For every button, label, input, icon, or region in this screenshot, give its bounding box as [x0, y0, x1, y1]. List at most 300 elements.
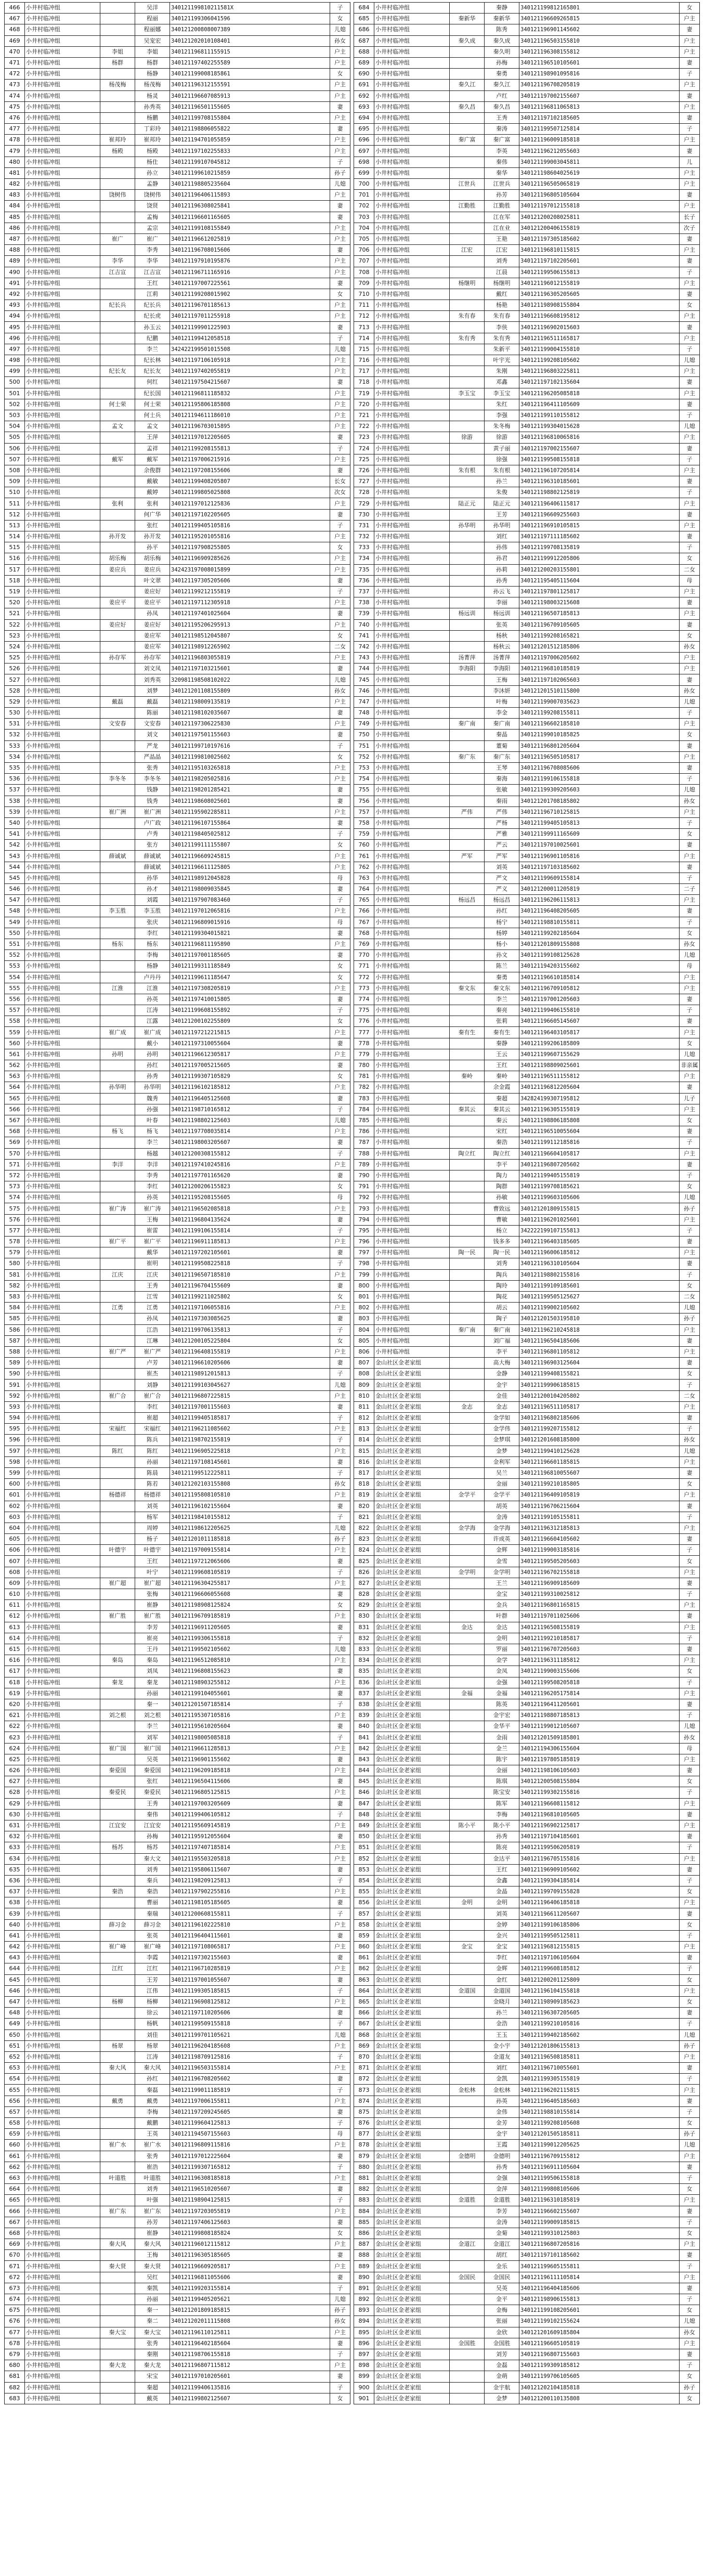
member-name-cell: 孟梅 — [135, 212, 170, 223]
id-number-cell: 340121196609205817 — [170, 2261, 330, 2272]
village-group-cell: 小井村临冲组 — [374, 366, 450, 377]
household-head-cell — [450, 2040, 485, 2051]
row-index-cell: 607 — [5, 1556, 25, 1567]
table-row — [354, 410, 700, 421]
id-number-cell: 340121197103215601 — [170, 663, 330, 674]
household-head-cell — [100, 2228, 135, 2239]
relation-cell: 孙子 — [680, 1313, 700, 1324]
relation-cell: 户主 — [330, 1424, 350, 1435]
table-row — [5, 1831, 350, 1842]
table-row — [354, 1269, 700, 1280]
id-number-cell: 340121198512045807 — [170, 630, 330, 641]
member-name-cell: 孟文 — [135, 421, 170, 432]
relation-cell: 子 — [680, 1677, 700, 1688]
member-name-cell: 张利 — [135, 498, 170, 509]
household-head-cell — [100, 333, 135, 344]
id-number-cell: 340121198912015813 — [170, 1369, 330, 1380]
household-head-cell — [450, 1556, 485, 1567]
village-group-cell: 小井村临冲组 — [25, 1633, 100, 1644]
village-group-cell: 小井村临冲组 — [25, 895, 100, 906]
village-group-cell: 小井村临冲组 — [25, 806, 100, 817]
member-name-cell: 秦超 — [485, 1093, 519, 1104]
household-head-cell — [100, 1137, 135, 1148]
row-index-cell: 868 — [354, 2029, 374, 2040]
relation-cell: 户主 — [330, 498, 350, 509]
member-name-cell: 金佳 — [485, 1390, 519, 1401]
relation-cell: 女 — [680, 1996, 700, 2007]
household-head-cell — [100, 961, 135, 972]
village-group-cell: 小井村临冲组 — [25, 1358, 100, 1369]
member-name-cell: 纪长兵 — [135, 300, 170, 311]
village-group-cell: 小井村临冲组 — [374, 333, 450, 344]
member-name-cell: 叶文翠 — [135, 575, 170, 586]
id-number-cell: 340121199508225818 — [170, 1258, 330, 1269]
member-name-cell: 何广华 — [135, 509, 170, 520]
member-name-cell: 崔广洲 — [135, 806, 170, 817]
household-head-cell — [100, 2338, 135, 2349]
id-number-cell: 340121198802125819 — [519, 487, 680, 498]
relation-cell: 女 — [680, 2118, 700, 2129]
id-number-cell: 340121200201125809 — [519, 1974, 680, 1985]
household-head-cell: 杨殿 — [100, 146, 135, 157]
member-name-cell: 李丽 — [485, 597, 519, 608]
table-row — [354, 520, 700, 531]
relation-cell: 妻 — [330, 1930, 350, 1941]
village-group-cell: 小井村临冲组 — [25, 454, 100, 465]
member-name-cell: 王红 — [485, 1864, 519, 1875]
member-name-cell: 江红 — [135, 1963, 170, 1974]
village-group-cell: 小井村临冲组 — [374, 57, 450, 68]
id-number-cell: 340121196107205814 — [519, 465, 680, 476]
village-group-cell: 小井村临冲组 — [25, 2074, 100, 2085]
row-index-cell: 856 — [354, 1897, 374, 1908]
id-number-cell: 340121196609265815 — [519, 14, 680, 24]
member-name-cell: 罗丽 — [485, 1644, 519, 1655]
member-name-cell: 江浩 — [135, 1324, 170, 1335]
id-number-cell: 340121198410155812 — [170, 1512, 330, 1523]
table-row — [354, 233, 700, 244]
id-number-cell: 340121201011185818 — [170, 1534, 330, 1545]
member-name-cell: 金伟 — [485, 2106, 519, 2117]
id-number-cell: 340121196304255817 — [170, 1578, 330, 1589]
row-index-cell: 749 — [354, 719, 374, 730]
village-group-cell: 小井村临冲组 — [374, 1060, 450, 1071]
member-name-cell: 陈宝安 — [485, 1787, 519, 1798]
id-number-cell: 340121199304015821 — [170, 928, 330, 939]
row-index-cell: 858 — [354, 1919, 374, 1930]
id-number-cell: 340121201809155815 — [519, 1203, 680, 1214]
relation-cell: 子 — [330, 2019, 350, 2029]
household-head-cell — [100, 1864, 135, 1875]
row-index-cell: 557 — [5, 1005, 25, 1016]
relation-cell: 户主 — [330, 1743, 350, 1754]
household-head-cell: 崔广超 — [100, 1578, 135, 1589]
table-row — [5, 829, 350, 840]
relation-cell: 女 — [330, 2228, 350, 2239]
member-name-cell: 朱冬梅 — [485, 421, 519, 432]
member-name-cell: 纪长林 — [135, 355, 170, 366]
id-number-cell: 340121199805025808 — [170, 487, 330, 498]
table-row — [354, 1974, 700, 1985]
table-row — [5, 685, 350, 696]
id-number-cell: 340121200206155823 — [170, 1181, 330, 1192]
member-name-cell: 金福 — [485, 1688, 519, 1699]
row-index-cell: 526 — [5, 663, 25, 674]
household-head-cell — [100, 2305, 135, 2316]
household-head-cell: 江勇 — [100, 1303, 135, 1313]
village-group-cell: 小井村临冲组 — [25, 498, 100, 509]
household-head-cell — [100, 1324, 135, 1335]
relation-cell: 母 — [680, 575, 700, 586]
table-row — [5, 1589, 350, 1600]
household-head-cell: 秦岭 — [450, 1071, 485, 1082]
village-group-cell: 小井村临冲组 — [25, 3, 100, 14]
village-group-cell: 小井村临冲组 — [374, 719, 450, 730]
member-name-cell: 戴磊 — [135, 696, 170, 707]
table-row — [5, 1137, 350, 1148]
village-group-cell: 小井村临冲组 — [25, 1985, 100, 1996]
relation-cell: 户主 — [680, 80, 700, 90]
table-row — [354, 2382, 700, 2393]
table-row — [354, 2393, 700, 2404]
id-number-cell: 340121197907083460 — [170, 895, 330, 906]
id-number-cell: 340121197410245816 — [170, 1159, 330, 1170]
id-number-cell: 340121198809025601 — [519, 1060, 680, 1071]
village-group-cell: 小井村临冲组 — [25, 1115, 100, 1126]
row-index-cell: 719 — [354, 388, 374, 399]
household-head-cell — [100, 14, 135, 24]
household-head-cell: 秦有生 — [450, 1027, 485, 1038]
member-name-cell: 孙英 — [135, 1192, 170, 1203]
table-row — [5, 300, 350, 311]
member-name-cell: 孙平 — [135, 542, 170, 553]
relation-cell: 妻 — [680, 1534, 700, 1545]
relation-cell: 妻 — [330, 1093, 350, 1104]
relation-cell: 子 — [680, 2360, 700, 2371]
household-head-cell: 秦大龙 — [100, 2360, 135, 2371]
id-number-cell: 340121197104185601 — [519, 1831, 680, 1842]
member-name-cell: 金学 — [485, 1655, 519, 1666]
relation-cell: 户主 — [680, 388, 700, 399]
table-row — [5, 2118, 350, 2129]
id-number-cell: 340121198209125813 — [170, 1875, 330, 1886]
village-group-cell: 小井村临冲组 — [25, 2106, 100, 2117]
relation-cell: 子 — [680, 267, 700, 278]
id-number-cell: 340121196404115601 — [170, 1930, 330, 1941]
household-head-cell — [100, 245, 135, 256]
household-head-cell: 秦岛 — [100, 1655, 135, 1666]
row-index-cell: 833 — [354, 1644, 374, 1655]
member-name-cell: 李华 — [135, 256, 170, 267]
household-head-cell — [450, 1467, 485, 1478]
id-number-cell: 340121199609155814 — [519, 873, 680, 883]
id-number-cell: 340121199506205819 — [519, 1842, 680, 1853]
village-group-cell: 小井村临冲组 — [374, 80, 450, 90]
village-group-cell: 金山社区金老家组 — [374, 1887, 450, 1897]
village-group-cell: 小井村临冲组 — [374, 388, 450, 399]
member-name-cell: 孙明 — [135, 1049, 170, 1060]
relation-cell: 户主 — [330, 1269, 350, 1280]
row-index-cell: 706 — [354, 245, 374, 256]
table-row — [354, 2228, 700, 2239]
member-name-cell: 叶德宇 — [135, 1545, 170, 1556]
relation-cell: 妻 — [680, 509, 700, 520]
village-group-cell: 金山社区金老家组 — [374, 1721, 450, 1732]
member-name-cell: 陈丽 — [135, 708, 170, 719]
household-head-cell — [450, 1919, 485, 1930]
village-group-cell: 小井村临冲组 — [25, 476, 100, 487]
member-name-cell: 刘红 — [485, 2063, 519, 2074]
relation-cell: 二女 — [680, 1291, 700, 1302]
household-head-cell — [450, 2118, 485, 2129]
village-group-cell: 小井村临冲组 — [25, 2019, 100, 2029]
member-name-cell: 陈晨 — [135, 1467, 170, 1478]
member-name-cell: 金达平 — [485, 1853, 519, 1864]
relation-cell: 妻 — [680, 2283, 700, 2294]
table-row — [5, 906, 350, 917]
id-number-cell: 340121198802155816 — [519, 1269, 680, 1280]
table-row — [354, 355, 700, 366]
member-name-cell: 孙秀 — [485, 2162, 519, 2172]
id-number-cell: 340121198906155813 — [519, 2294, 680, 2305]
village-group-cell: 小井村临冲组 — [25, 1732, 100, 1743]
table-row — [354, 1456, 700, 1467]
table-row — [5, 2140, 350, 2151]
relation-cell: 妻 — [330, 1831, 350, 1842]
village-group-cell: 小井村临冲组 — [374, 542, 450, 553]
relation-cell: 儿媳 — [680, 1721, 700, 1732]
row-index-cell: 591 — [5, 1380, 25, 1390]
member-name-cell: 秦超 — [135, 2382, 170, 2393]
id-number-cell: 340121196211085602 — [170, 1424, 330, 1435]
village-group-cell: 小井村临冲组 — [374, 762, 450, 773]
household-head-cell — [450, 1853, 485, 1864]
member-name-cell: 李金 — [485, 708, 519, 719]
row-index-cell: 568 — [5, 1126, 25, 1137]
relation-cell: 孙子 — [680, 2129, 700, 2140]
table-row — [354, 806, 700, 817]
household-head-cell — [100, 1501, 135, 1512]
household-head-cell — [450, 696, 485, 707]
member-name-cell: 钱秀 — [135, 796, 170, 806]
household-head-cell: 崔广洲 — [100, 806, 135, 817]
member-name-cell: 杨鹏 — [135, 112, 170, 123]
row-index-cell: 647 — [5, 1996, 25, 2007]
relation-cell: 妻 — [680, 146, 700, 157]
relation-cell: 女 — [330, 542, 350, 553]
household-head-cell — [450, 443, 485, 454]
village-group-cell: 小井村临冲组 — [25, 256, 100, 267]
member-name-cell: 孙云飞 — [485, 586, 519, 597]
table-row — [354, 575, 700, 586]
village-group-cell: 金山社区金老家组 — [374, 1765, 450, 1776]
village-group-cell: 小井村临冲组 — [25, 1060, 100, 1071]
table-row — [354, 1578, 700, 1589]
row-index-cell: 848 — [354, 1809, 374, 1820]
member-name-cell: 王梅 — [135, 2250, 170, 2261]
member-name-cell: 孙秀英 — [135, 101, 170, 112]
village-group-cell: 小井村临冲组 — [25, 101, 100, 112]
member-name-cell: 刘之根 — [135, 1710, 170, 1721]
row-index-cell: 664 — [5, 2184, 25, 2195]
relation-cell: 户主 — [330, 762, 350, 773]
row-index-cell: 595 — [5, 1424, 25, 1435]
member-name-cell: 孙玉云 — [135, 322, 170, 333]
village-group-cell: 小井村临冲组 — [374, 785, 450, 796]
member-name-cell: 卢秀 — [135, 829, 170, 840]
relation-cell: 孙女 — [680, 796, 700, 806]
row-index-cell: 813 — [354, 1424, 374, 1435]
row-index-cell: 640 — [5, 1919, 25, 1930]
row-index-cell: 741 — [354, 630, 374, 641]
table-row — [5, 1919, 350, 1930]
village-group-cell: 小井村临冲组 — [374, 1126, 450, 1137]
row-index-cell: 727 — [354, 476, 374, 487]
member-name-cell: 孙芳 — [135, 2217, 170, 2228]
village-group-cell: 小井村临冲组 — [25, 1677, 100, 1688]
row-index-cell: 496 — [5, 333, 25, 344]
household-head-cell — [100, 1953, 135, 1963]
member-name-cell: 刘芳 — [485, 2349, 519, 2360]
household-head-cell — [100, 212, 135, 223]
household-head-cell — [450, 223, 485, 233]
member-name-cell: 金鑫 — [485, 1875, 519, 1886]
row-index-cell: 485 — [5, 212, 25, 223]
household-head-cell: 秦大宝 — [100, 2327, 135, 2338]
id-number-cell: 340121196110125811 — [170, 2327, 330, 2338]
household-head-cell: 崔广涛 — [100, 1203, 135, 1214]
id-number-cell: 340121199808105606 — [519, 2184, 680, 2195]
village-group-cell: 小井村临冲组 — [374, 1170, 450, 1181]
table-row — [354, 895, 700, 906]
table-row — [354, 245, 700, 256]
household-head-cell: 金道江 — [450, 2239, 485, 2250]
relation-cell: 妻 — [330, 245, 350, 256]
table-row — [5, 1435, 350, 1446]
row-index-cell: 561 — [5, 1049, 25, 1060]
row-index-cell: 634 — [5, 1853, 25, 1864]
village-group-cell: 金山社区金老家组 — [374, 2172, 450, 2183]
village-group-cell: 金山社区金老家组 — [374, 1930, 450, 1941]
household-head-cell — [450, 1600, 485, 1611]
relation-cell: 妻 — [330, 465, 350, 476]
village-group-cell: 金山社区金老家组 — [374, 1467, 450, 1478]
table-row — [5, 1930, 350, 1941]
table-row — [354, 994, 700, 1005]
relation-cell: 户主 — [680, 1148, 700, 1159]
row-index-cell: 641 — [5, 1930, 25, 1941]
relation-cell: 孙子 — [680, 2382, 700, 2393]
relation-cell: 户主 — [680, 465, 700, 476]
member-name-cell: 张英 — [485, 619, 519, 630]
table-row — [5, 1313, 350, 1324]
id-number-cell: 340121196307205605 — [519, 2008, 680, 2019]
village-group-cell: 小井村临冲组 — [25, 2327, 100, 2338]
member-name-cell: 金雨 — [485, 1732, 519, 1743]
relation-cell: 妻 — [330, 928, 350, 939]
household-head-cell — [100, 1512, 135, 1523]
relation-cell: 孙女 — [680, 939, 700, 949]
member-name-cell: 杨柳 — [135, 1996, 170, 2007]
village-group-cell: 小井村临冲组 — [374, 939, 450, 949]
table-row — [354, 2051, 700, 2062]
village-group-cell: 金山社区金老家组 — [374, 2008, 450, 2019]
table-row — [354, 2371, 700, 2382]
household-head-cell — [100, 730, 135, 740]
table-row — [5, 2217, 350, 2228]
member-name-cell: 江雪 — [135, 1291, 170, 1302]
row-index-cell: 581 — [5, 1269, 25, 1280]
relation-cell: 妻 — [330, 1556, 350, 1567]
row-index-cell: 705 — [354, 233, 374, 244]
village-group-cell: 小井村临冲组 — [374, 421, 450, 432]
relation-cell: 儿媳 — [330, 1115, 350, 1126]
table-row — [5, 564, 350, 575]
row-index-cell: 615 — [5, 1644, 25, 1655]
relation-cell: 户主 — [330, 1049, 350, 1060]
table-row — [354, 1633, 700, 1644]
relation-cell: 子 — [330, 3, 350, 14]
table-row — [354, 267, 700, 278]
household-head-cell — [450, 509, 485, 520]
relation-cell: 妻 — [330, 796, 350, 806]
member-name-cell: 金雪 — [485, 1556, 519, 1567]
relation-cell: 子 — [330, 2085, 350, 2096]
household-head-cell: 叶道胜 — [100, 2172, 135, 2183]
member-name-cell: 杨军 — [135, 1512, 170, 1523]
relation-cell: 妻 — [330, 884, 350, 895]
household-head-cell: 纪长友 — [100, 366, 135, 377]
row-index-cell: 529 — [5, 696, 25, 707]
relation-cell: 儿媳 — [330, 674, 350, 685]
household-head-cell — [100, 1930, 135, 1941]
id-number-cell: 340121196503155814 — [170, 2063, 330, 2074]
table-row — [354, 1655, 700, 1666]
household-head-cell: 朱有根 — [450, 465, 485, 476]
member-name-cell: 王梅 — [135, 1214, 170, 1225]
relation-cell: 子 — [330, 1985, 350, 1996]
member-name-cell: 金德明 — [485, 2151, 519, 2162]
relation-cell: 户主 — [330, 355, 350, 366]
member-name-cell: 金学平 — [485, 1490, 519, 1501]
household-head-cell — [450, 322, 485, 333]
id-number-cell: 340121196709105812 — [519, 983, 680, 994]
id-number-cell: 340121199305185815 — [170, 1985, 330, 1996]
id-number-cell: 340121197708035814 — [170, 1126, 330, 1137]
table-row — [5, 1743, 350, 1754]
village-group-cell: 小井村临冲组 — [374, 1324, 450, 1335]
member-name-cell: 秦伟 — [485, 157, 519, 167]
village-group-cell: 小井村临冲组 — [25, 2382, 100, 2393]
village-group-cell: 小井村临冲组 — [25, 1148, 100, 1159]
table-row — [5, 817, 350, 828]
member-name-cell: 朱红 — [485, 399, 519, 410]
table-row — [5, 1027, 350, 1038]
household-head-cell: 严伟 — [450, 806, 485, 817]
village-group-cell: 金山社区金老家组 — [374, 2338, 450, 2349]
village-group-cell: 小井村临冲组 — [25, 1401, 100, 1412]
relation-cell: 子 — [330, 1258, 350, 1269]
member-name-cell: 金宝 — [485, 1589, 519, 1600]
village-group-cell: 小井村临冲组 — [25, 1093, 100, 1104]
relation-cell: 户主 — [680, 983, 700, 994]
member-name-cell: 孙秀 — [485, 575, 519, 586]
row-index-cell: 755 — [354, 785, 374, 796]
table-row — [354, 1831, 700, 1842]
member-name-cell: 孙开发 — [135, 531, 170, 542]
village-group-cell: 小井村临冲组 — [374, 796, 450, 806]
id-number-cell: 340121200808007389 — [170, 24, 330, 35]
